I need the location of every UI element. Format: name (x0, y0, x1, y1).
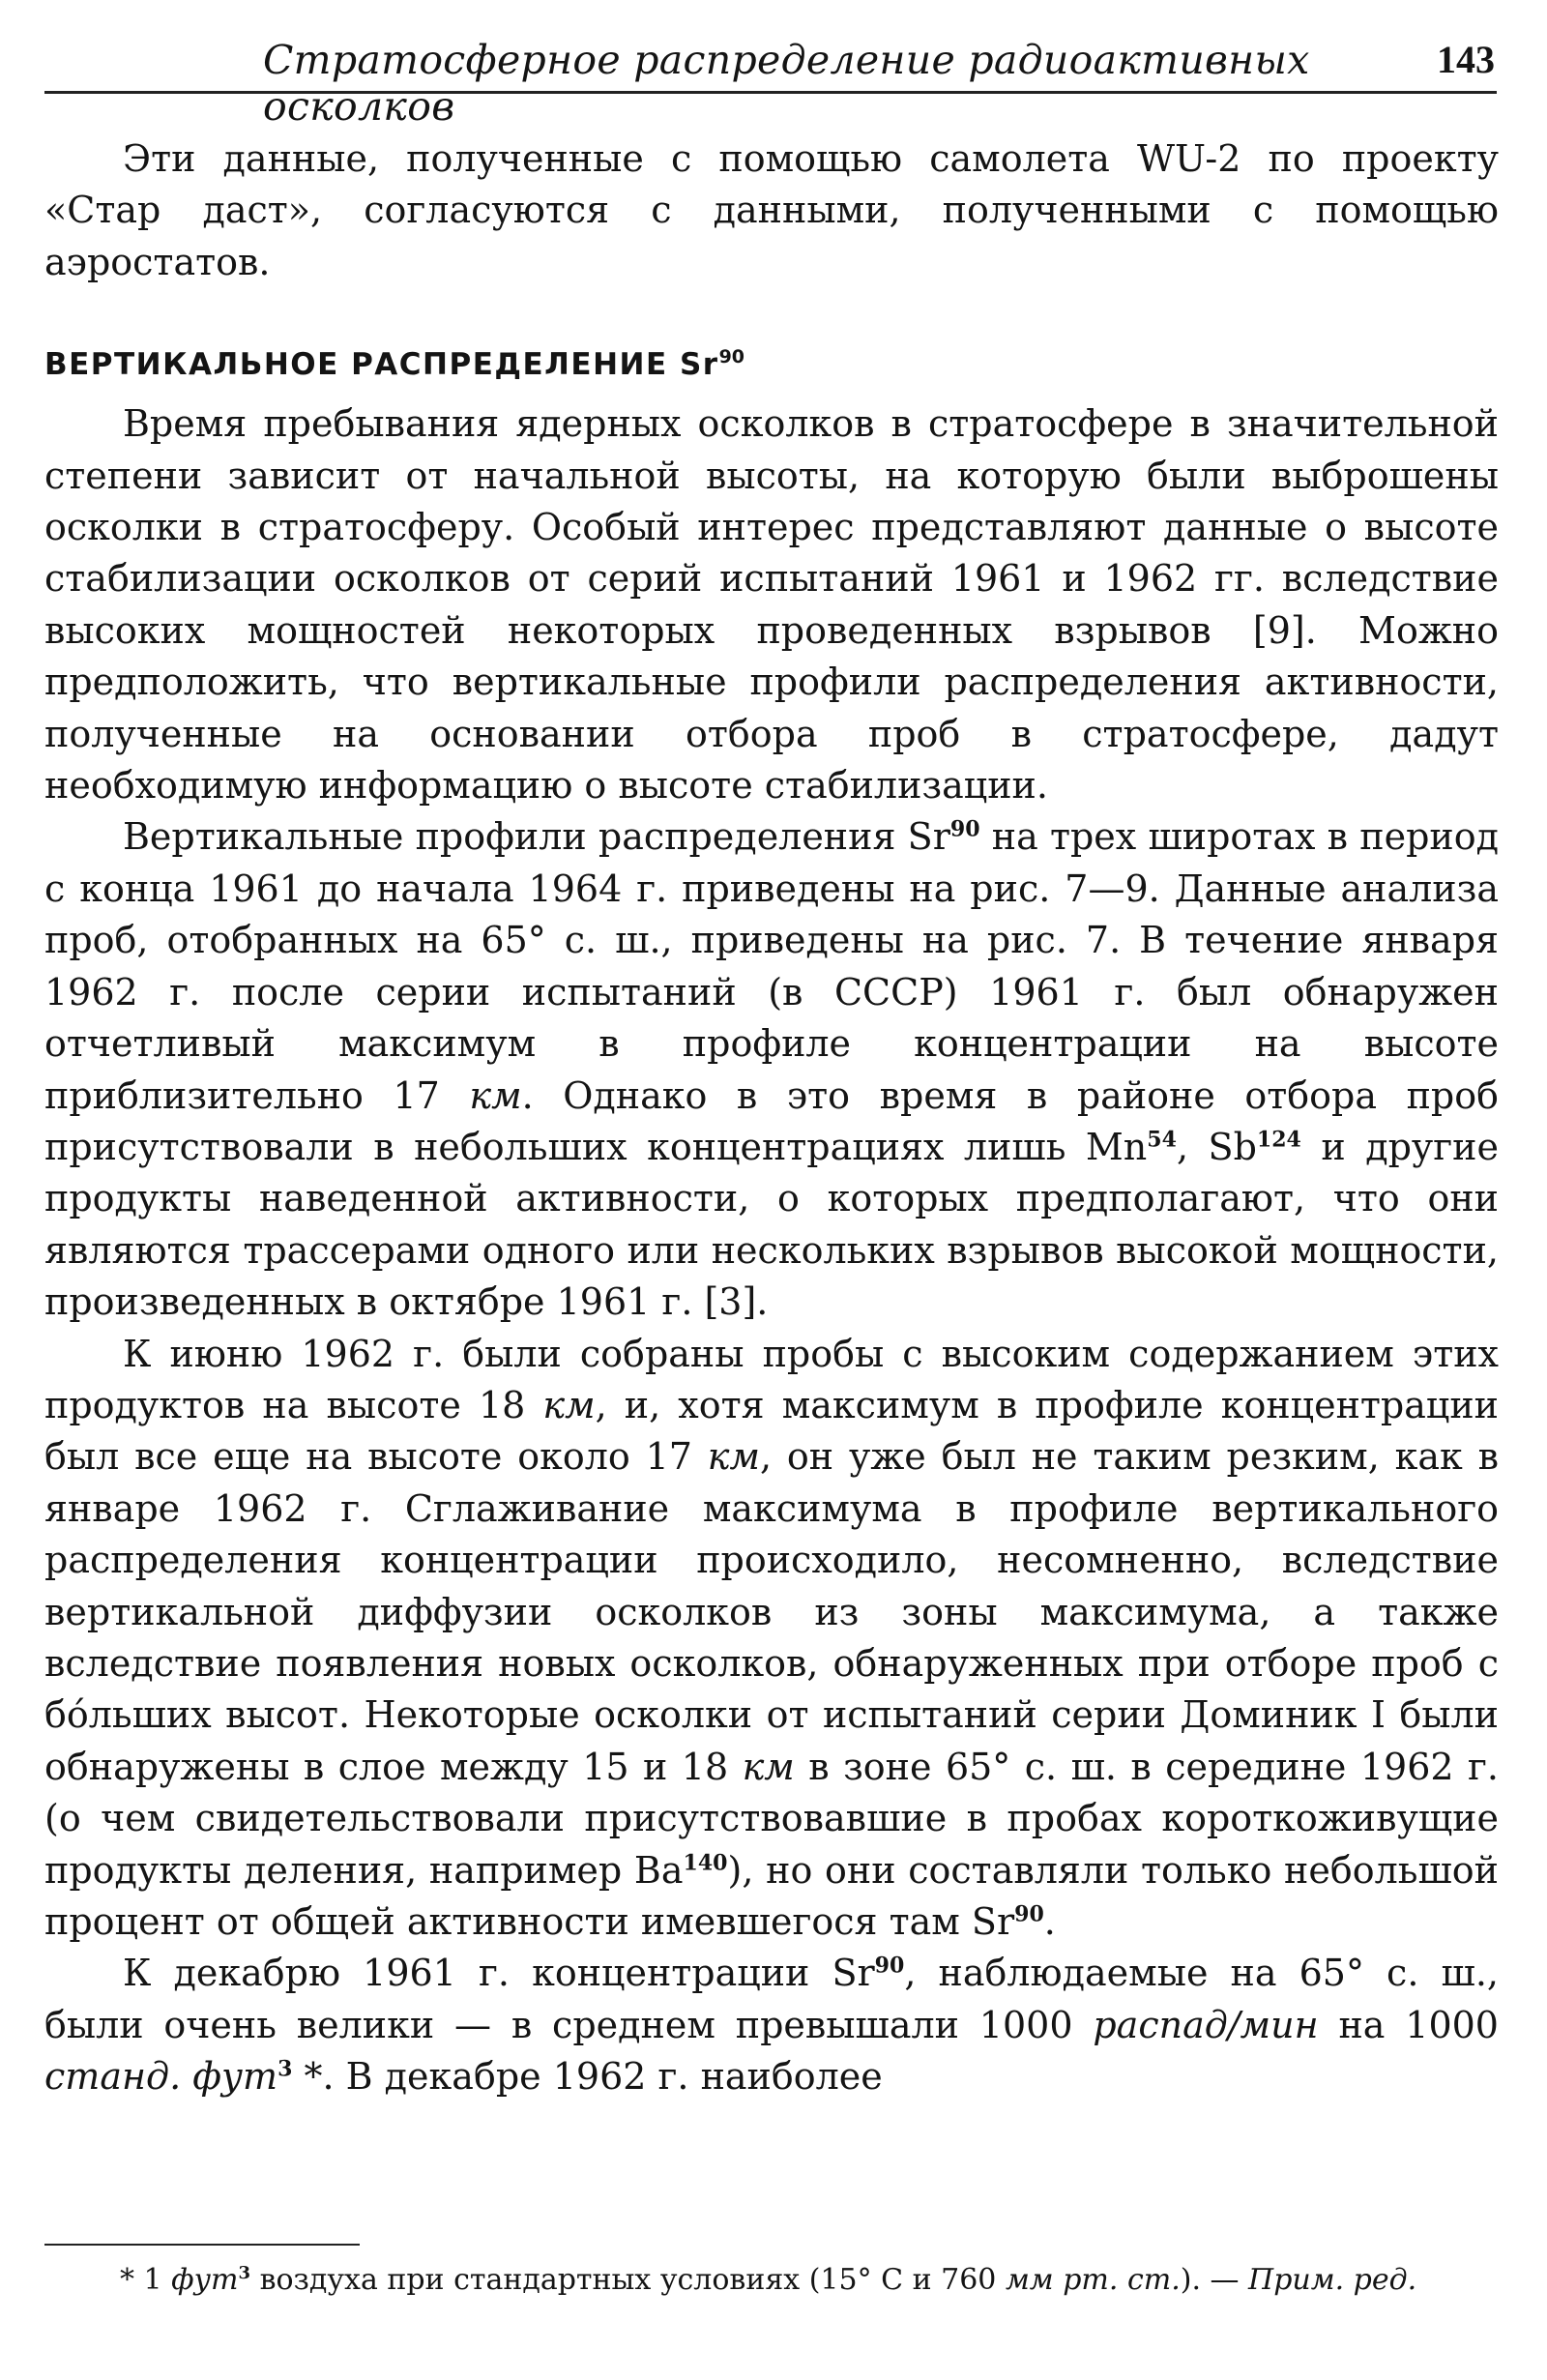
paragraph-vertical-profiles: Вертикальные профили распределения Sr$^{90}$ на трех широтах в период с конца 1961 до начала 1964 г. приведены на рис. 7—9. Данные анализа проб, отобранных на 65° с. ш., приведены на рис. 7. В течение января 1962 г. после серии испытаний (в СССР) 1961 г. был обнаружен отчетливый максимум в профиле концентрации на высоте приблизительно 17 км. Однако в это время в районе отбора проб присутствовали в небольших концентрациях лишь Mn$^{54}$, Sb$^{124}$ и другие продукты наведенной активности, о которых предполагают, что они являются трассерами одного или нескольких взрывов высокой мощности, произведенных в октябре 1961 г. [3]. (44, 815, 1499, 1324)
section-heading: ВЕРТИКАЛЬНОЕ РАСПРЕДЕЛЕНИЕ Sr$^{90}$ (44, 346, 745, 383)
footnote: * 1 фут$^3$ воздуха при стандартных условиях (15° С и 760 мм рт. ст.). — Прим. ред. (120, 2262, 1417, 2297)
paragraph-june-1962: К июню 1962 г. были собраны пробы с высоким содержанием этих продуктов на высоте 18 км, и, хотя максимум в профиле концентрации был все еще на высоте около 17 км, он уже был не таким резким, как в январе 1962 г. Сглаживание максимума в профиле вертикального распределения концентрации происходило, несомненно, вследствие вертикальной диффузии осколков из зоны максимума, а также вследствие появления новых осколков, обнаруженных при отборе проб с бо́льших высот. Некоторые осколки от испытаний серии Доминик I были обнаружены в слое между 15 и 18 км в зоне 65° с. ш. в середине 1962 г. (о чем свидетельствовали присутствовавшие в пробах короткоживущие продукты деления, например Ba$^{140}$), но они составляли только небольшой процент от общей активности имевшегося там Sr$^{90}$. (44, 1332, 1500, 1943)
page-number: 143 (1437, 38, 1495, 81)
paragraph-december-1961: К декабрю 1961 г. концентрации Sr$^{90}$, наблюдаемые на 65° с. ш., были очень велики — в среднем превышали 1000 распад/мин на 1000 станд. фут$^3$ *. В декабре 1962 г. наиболее (44, 1952, 1500, 2099)
page-body (44, 133, 1499, 2103)
footnote-divider (44, 2244, 360, 2246)
paragraph-residence-time: Время пребывания ядерных осколков в стратосфере в значительной степени зависит от начальной высоты, на которую были выброшены осколки в стратосферу. Особый интерес представляют данные о высоте стабилизации осколков от серий испытаний 1961 и 1962 гг. вследствие высоких мощностей некоторых проведенных взрывов [9]. Можно предположить, что вертикальные профили распределения активности, полученные на основании отбора проб в стратосфере, дадут необходимую информацию о высоте стабилизации. (44, 402, 1499, 808)
page-header (44, 27, 1497, 130)
running-title: Стратосферное распределение радиоактивных осколков (263, 37, 1310, 130)
heading-isotope-superscript: 90 (718, 346, 745, 368)
intro-paragraph: Эти данные, полученные с помощью самолета WU-2 по проекту «Стар даст», согласуются с данными, полученными с помощью аэростатов. (44, 137, 1499, 283)
